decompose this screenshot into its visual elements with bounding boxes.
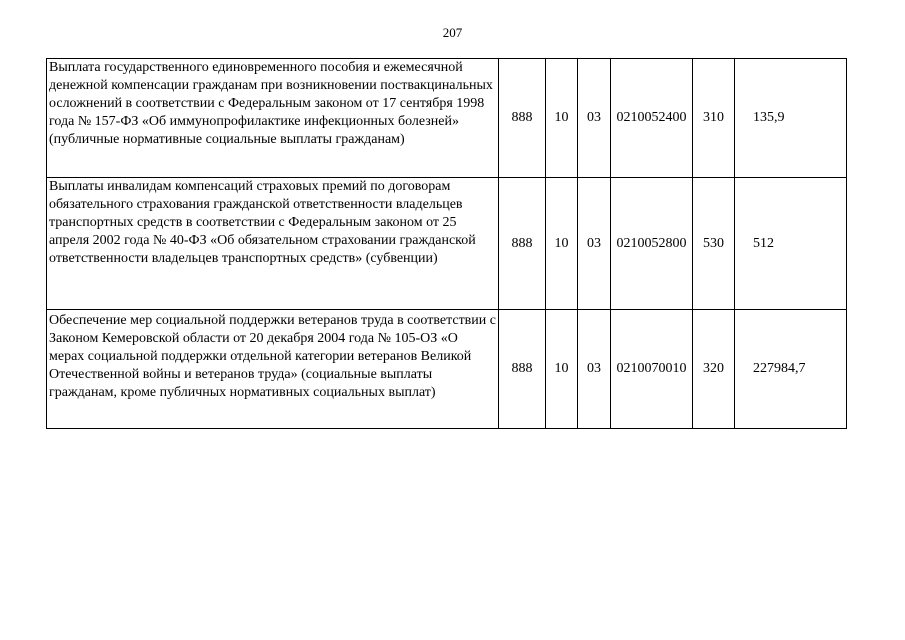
row-description: Обеспечение мер социальной поддержки ветеранов труда в соответствии с Законом Кемеровской области от 20 декабря 2004 года № 105-ОЗ «О мерах социальной поддержки отдельной категории ветеранов Великой Отечественной войны и ветеранов труда» (социальные выплаты гражданам, кроме публичных нормативных социальных выплат) bbox=[47, 310, 499, 429]
section-code: 10 bbox=[546, 59, 578, 178]
ministry-code: 888 bbox=[499, 59, 546, 178]
target-article-code: 0210052400 bbox=[611, 59, 693, 178]
ministry-code: 888 bbox=[499, 310, 546, 429]
target-article-code: 0210070010 bbox=[611, 310, 693, 429]
table-row bbox=[47, 178, 847, 310]
target-article-code: 0210052800 bbox=[611, 178, 693, 310]
expense-type-code: 320 bbox=[693, 310, 735, 429]
subsection-code: 03 bbox=[578, 178, 611, 310]
table-row bbox=[47, 59, 847, 178]
subsection-code: 03 bbox=[578, 59, 611, 178]
subsection-code: 03 bbox=[578, 310, 611, 429]
row-description: Выплаты инвалидам компенсаций страховых премий по договорам обязательного страхования гражданской ответственности владельцев транспортных средств в соответствии с Федеральным законом от 25 апреля 2002 года № 40-ФЗ «Об обязательном страховании гражданской ответственности владельцев транспортных средств» (субвенции) bbox=[47, 178, 499, 310]
ministry-code: 888 bbox=[499, 178, 546, 310]
page-number: 207 bbox=[442, 25, 463, 40]
expense-type-code: 530 bbox=[693, 178, 735, 310]
expense-type-code: 310 bbox=[693, 59, 735, 178]
section-code: 10 bbox=[546, 178, 578, 310]
amount-value: 227984,7 bbox=[735, 310, 847, 429]
section-code: 10 bbox=[546, 310, 578, 429]
table-row bbox=[47, 310, 847, 429]
row-description: Выплата государственного единовременного пособия и ежемесячной денежной компенсации гражданам при возникновении поствакцинальных осложнений в соответствии с Федеральным законом от 17 сентября 1998 года № 157-ФЗ «Об иммунопрофилактике инфекционных болезней» (публичные нормативные социальные выплаты гражданам) bbox=[47, 59, 499, 178]
budget-table bbox=[46, 58, 847, 429]
amount-value: 135,9 bbox=[735, 59, 847, 178]
amount-value: 512 bbox=[735, 178, 847, 310]
